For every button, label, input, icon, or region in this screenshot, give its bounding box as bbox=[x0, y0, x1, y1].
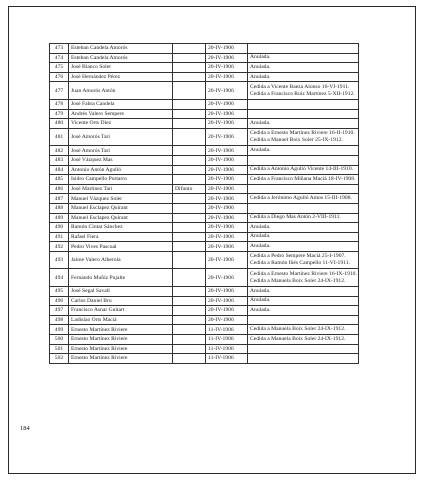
condition-cell bbox=[173, 146, 206, 156]
holder-name-cell: Carlos Daniel Bru bbox=[69, 296, 173, 306]
table-row bbox=[50, 165, 359, 175]
entry-number-cell: 475 bbox=[50, 63, 69, 73]
table-row bbox=[50, 99, 359, 109]
notes-cell bbox=[248, 296, 359, 306]
notes-cell bbox=[248, 175, 359, 185]
condition-cell bbox=[173, 269, 206, 287]
entry-number-cell: 489 bbox=[50, 213, 69, 223]
grant-date-cell: 20-IV-1906 bbox=[206, 287, 248, 297]
grant-date-cell: 11-IV-1906 bbox=[206, 344, 248, 354]
notes-cell bbox=[248, 269, 359, 287]
condition-cell bbox=[173, 119, 206, 129]
grant-date-cell: 20-IV-1906 bbox=[206, 72, 248, 82]
grant-date-cell: 11-IV-1906 bbox=[206, 354, 248, 364]
note-line: Anulada. bbox=[250, 297, 271, 304]
note-line: Anulada. bbox=[250, 63, 271, 70]
entry-number-cell: 501 bbox=[50, 344, 69, 354]
note-line: Cedida a Francisco Miñana Maciá 18-IV-1908. bbox=[250, 175, 356, 182]
grant-date-cell: 20-IV-1906 bbox=[206, 175, 248, 185]
table-row bbox=[50, 344, 359, 354]
table-row bbox=[50, 232, 359, 242]
entry-number-cell: 474 bbox=[50, 53, 69, 63]
grant-date-cell: 20-IV-1906 bbox=[206, 155, 248, 165]
grant-date-cell: 11-IV-1906 bbox=[206, 335, 248, 345]
holder-name-cell: Ramón Cintar Sánchez bbox=[69, 223, 173, 233]
notes-cell bbox=[248, 335, 359, 345]
entry-number-cell: 498 bbox=[50, 315, 69, 325]
entry-number-cell: 487 bbox=[50, 194, 69, 204]
table-row bbox=[50, 335, 359, 345]
condition-cell bbox=[173, 109, 206, 119]
table-row bbox=[50, 44, 359, 54]
notes-cell bbox=[248, 146, 359, 156]
grant-date-cell: 20-IV-1906 bbox=[206, 315, 248, 325]
condition-cell bbox=[173, 325, 206, 335]
note-line: Anulada. bbox=[250, 54, 271, 61]
note-line: Cedida a Ernesto Martínez Riviere 16-II-1910. bbox=[250, 130, 355, 137]
grant-date-cell: 20-IV-1906 bbox=[206, 128, 248, 146]
notes-cell bbox=[248, 44, 359, 54]
condition-cell bbox=[173, 165, 206, 175]
table-row bbox=[50, 269, 359, 287]
note-line: Cedida a Manuel Boix Soler 25-IX-1912. bbox=[250, 137, 343, 144]
grant-date-cell: 20-IV-1906 bbox=[206, 53, 248, 63]
table-row bbox=[50, 119, 359, 129]
note-line: Cedida a Antonio Agulló Vicente 14-III-1910. bbox=[250, 166, 354, 173]
entry-number-cell: 484 bbox=[50, 165, 69, 175]
entry-number-cell: 480 bbox=[50, 119, 69, 129]
holder-name-cell: José Segal Savall bbox=[69, 287, 173, 297]
notes-cell bbox=[248, 184, 359, 194]
table-row bbox=[50, 53, 359, 63]
table-row bbox=[50, 72, 359, 82]
holder-name-cell: José Amorós Tarí bbox=[69, 128, 173, 146]
table-row bbox=[50, 63, 359, 73]
table-row bbox=[50, 194, 359, 204]
entry-number-cell: 479 bbox=[50, 109, 69, 119]
entry-number-cell: 495 bbox=[50, 287, 69, 297]
holder-name-cell: Ladislao Orts Maciá bbox=[69, 315, 173, 325]
notes-cell bbox=[248, 213, 359, 223]
notes-cell bbox=[248, 72, 359, 82]
notes-cell bbox=[248, 232, 359, 242]
entry-number-cell: 491 bbox=[50, 232, 69, 242]
grant-date-cell: 20-IV-1906 bbox=[206, 223, 248, 233]
grant-date-cell: 20-IV-1906 bbox=[206, 251, 248, 269]
grant-date-cell: 20-IV-1906 bbox=[206, 296, 248, 306]
notes-cell bbox=[248, 306, 359, 316]
holder-name-cell: José Amorós Tarí bbox=[69, 146, 173, 156]
holder-name-cell: Manuel Vázquez Soler bbox=[69, 194, 173, 204]
condition-cell bbox=[173, 155, 206, 165]
entry-number-cell: 482 bbox=[50, 146, 69, 156]
note-line: Anulada. bbox=[250, 223, 271, 230]
table-row bbox=[50, 82, 359, 100]
note-line: Cedida a Ernesto Martínez Riviere 16-IX-1910. bbox=[250, 270, 357, 277]
note-line: Anulada. bbox=[250, 287, 271, 294]
grant-date-cell: 20-IV-1906 bbox=[206, 146, 248, 156]
holder-name-cell: Ernesto Martínez Riviere bbox=[69, 335, 173, 345]
holder-name-cell: José Blanco Soler bbox=[69, 63, 173, 73]
condition-cell bbox=[173, 44, 206, 54]
table-row bbox=[50, 242, 359, 252]
holder-name-cell: Fernando Muñiz Pujalte bbox=[69, 269, 173, 287]
note-line: Cedida a Diego Mas Antón 2-VIII-1911. bbox=[250, 214, 341, 221]
holder-name-cell: Manuel Esclapez Quirant bbox=[69, 203, 173, 213]
entry-number-cell: 490 bbox=[50, 223, 69, 233]
condition-cell bbox=[173, 53, 206, 63]
table-row bbox=[50, 315, 359, 325]
holder-name-cell: Esteban Candela Amorós bbox=[69, 53, 173, 63]
table-row bbox=[50, 251, 359, 269]
grant-date-cell: 20-IV-1906 bbox=[206, 306, 248, 316]
table-row bbox=[50, 306, 359, 316]
table-row bbox=[50, 213, 359, 223]
notes-cell bbox=[248, 63, 359, 73]
entry-number-cell: 493 bbox=[50, 251, 69, 269]
table-row bbox=[50, 109, 359, 119]
note-line: Cedida a Francisco Ruiz Martínez 5-XII-1912. bbox=[250, 90, 355, 97]
note-line: Cedida a Jerónimo Agulló Amos 15-III-1908. bbox=[250, 195, 352, 202]
notes-cell bbox=[248, 99, 359, 109]
note-line: Cedida a Manuela Boix Soler 24-IX-1912. bbox=[250, 335, 346, 342]
table-row bbox=[50, 146, 359, 156]
notes-cell bbox=[248, 354, 359, 364]
note-line: Anulada. bbox=[250, 147, 271, 154]
holder-name-cell: Ernesto Martínez Riviere bbox=[69, 344, 173, 354]
table-row bbox=[50, 175, 359, 185]
entry-number-cell: 499 bbox=[50, 325, 69, 335]
holder-name-cell: Isidro Campello Portarro bbox=[69, 175, 173, 185]
notes-cell bbox=[248, 251, 359, 269]
condition-cell: Difunto bbox=[173, 184, 206, 194]
holder-name-cell: Pedro Vives Pascual bbox=[69, 242, 173, 252]
notes-cell bbox=[248, 325, 359, 335]
notes-cell bbox=[248, 119, 359, 129]
grant-date-cell: 20-IV-1906 bbox=[206, 165, 248, 175]
notes-cell bbox=[248, 109, 359, 119]
notes-cell bbox=[248, 203, 359, 213]
condition-cell bbox=[173, 296, 206, 306]
holder-name-cell: José Hernández Pérez bbox=[69, 72, 173, 82]
condition-cell bbox=[173, 213, 206, 223]
entry-number-cell: 473 bbox=[50, 44, 69, 54]
grant-date-cell: 20-IV-1906 bbox=[206, 203, 248, 213]
holder-name-cell: José Martínez Tarí bbox=[69, 184, 173, 194]
condition-cell bbox=[173, 72, 206, 82]
notes-cell bbox=[248, 82, 359, 100]
condition-cell bbox=[173, 203, 206, 213]
table-row bbox=[50, 296, 359, 306]
notes-cell bbox=[248, 242, 359, 252]
condition-cell bbox=[173, 306, 206, 316]
grant-date-cell: 20-IV-1906 bbox=[206, 194, 248, 204]
holder-name-cell: Francisco Asnar Guitart bbox=[69, 306, 173, 316]
table-row bbox=[50, 223, 359, 233]
condition-cell bbox=[173, 315, 206, 325]
note-line: Cedida a Ramón Iñés Campello 11-VI-1911. bbox=[250, 260, 350, 267]
entry-number-cell: 476 bbox=[50, 72, 69, 82]
grant-date-cell: 11-IV-1906 bbox=[206, 325, 248, 335]
entry-number-cell: 488 bbox=[50, 203, 69, 213]
holder-name-cell: Rafael Fiera bbox=[69, 232, 173, 242]
condition-cell bbox=[173, 251, 206, 269]
notes-cell bbox=[248, 287, 359, 297]
note-line: Anulada. bbox=[250, 73, 271, 80]
grant-date-cell: 20-IV-1906 bbox=[206, 269, 248, 287]
notes-cell bbox=[248, 165, 359, 175]
note-line: Cedida a Manuela Boix Soler 24-IX-1912. bbox=[250, 326, 346, 333]
grant-date-cell: 20-IV-1906 bbox=[206, 232, 248, 242]
holder-name-cell: Antonio Antón Agulló bbox=[69, 165, 173, 175]
notes-cell bbox=[248, 155, 359, 165]
notes-cell bbox=[248, 344, 359, 354]
table-row bbox=[50, 128, 359, 146]
entry-number-cell: 497 bbox=[50, 306, 69, 316]
note-line: Anulada. bbox=[250, 233, 271, 240]
grant-date-cell: 20-IV-1906 bbox=[206, 44, 248, 54]
grant-date-cell: 20-IV-1906 bbox=[206, 99, 248, 109]
condition-cell bbox=[173, 242, 206, 252]
entry-number-cell: 492 bbox=[50, 242, 69, 252]
grant-date-cell: 20-IV-1906 bbox=[206, 82, 248, 100]
notes-cell bbox=[248, 223, 359, 233]
entry-number-cell: 494 bbox=[50, 269, 69, 287]
condition-cell bbox=[173, 63, 206, 73]
condition-cell bbox=[173, 354, 206, 364]
notes-cell bbox=[248, 194, 359, 204]
note-line: Cedida a Manuela Boix Soler 24-IX-1912. bbox=[250, 277, 346, 284]
grant-date-cell: 20-IV-1906 bbox=[206, 119, 248, 129]
note-line: Anulada. bbox=[250, 119, 271, 126]
grant-date-cell: 20-IV-1906 bbox=[206, 184, 248, 194]
holder-name-cell: Esteban Candela Amorós bbox=[69, 44, 173, 54]
entry-number-cell: 500 bbox=[50, 335, 69, 345]
entry-number-cell: 481 bbox=[50, 128, 69, 146]
entry-number-cell: 483 bbox=[50, 155, 69, 165]
register-body bbox=[50, 44, 359, 364]
holder-name-cell: Juan Amorós Antón bbox=[69, 82, 173, 100]
register-table bbox=[49, 43, 359, 364]
grant-date-cell: 20-IV-1906 bbox=[206, 109, 248, 119]
holder-name-cell: Ernesto Martínez Riviere bbox=[69, 325, 173, 335]
condition-cell bbox=[173, 128, 206, 146]
entry-number-cell: 496 bbox=[50, 296, 69, 306]
grant-date-cell: 20-IV-1906 bbox=[206, 63, 248, 73]
grant-date-cell: 20-IV-1906 bbox=[206, 242, 248, 252]
condition-cell bbox=[173, 175, 206, 185]
entry-number-cell: 478 bbox=[50, 99, 69, 109]
note-line: Cedida a Pedro Sempere Maciá 25-I-1907. bbox=[250, 253, 346, 260]
entry-number-cell: 485 bbox=[50, 175, 69, 185]
condition-cell bbox=[173, 335, 206, 345]
condition-cell bbox=[173, 344, 206, 354]
entry-number-cell: 486 bbox=[50, 184, 69, 194]
holder-name-cell: Andrés Valero Sempere bbox=[69, 109, 173, 119]
holder-name-cell: José Fabra Candela bbox=[69, 99, 173, 109]
condition-cell bbox=[173, 194, 206, 204]
entry-number-cell: 502 bbox=[50, 354, 69, 364]
note-line: Anulada. bbox=[250, 307, 271, 314]
holder-name-cell: Jaime Valero Alberola bbox=[69, 251, 173, 269]
holder-name-cell: Ernesto Martínez Riviere bbox=[69, 354, 173, 364]
condition-cell bbox=[173, 82, 206, 100]
holder-name-cell: Manuel Esclapez Quirant bbox=[69, 213, 173, 223]
page-number: 184 bbox=[20, 425, 30, 432]
holder-name-cell: Vicente Orts Díez bbox=[69, 119, 173, 129]
grant-date-cell: 20-IV-1906 bbox=[206, 213, 248, 223]
condition-cell bbox=[173, 232, 206, 242]
table-row bbox=[50, 354, 359, 364]
condition-cell bbox=[173, 223, 206, 233]
table-row bbox=[50, 184, 359, 194]
notes-cell bbox=[248, 53, 359, 63]
note-line: Cedida a Vicente Baeza Alonso 16-VI-1911. bbox=[250, 83, 350, 90]
entry-number-cell: 477 bbox=[50, 82, 69, 100]
table-row bbox=[50, 325, 359, 335]
table-row bbox=[50, 155, 359, 165]
table-row bbox=[50, 203, 359, 213]
note-line: Anulada. bbox=[250, 243, 271, 250]
condition-cell bbox=[173, 287, 206, 297]
table-row bbox=[50, 287, 359, 297]
notes-cell bbox=[248, 315, 359, 325]
condition-cell bbox=[173, 99, 206, 109]
notes-cell bbox=[248, 128, 359, 146]
holder-name-cell: José Vázquez Mas bbox=[69, 155, 173, 165]
